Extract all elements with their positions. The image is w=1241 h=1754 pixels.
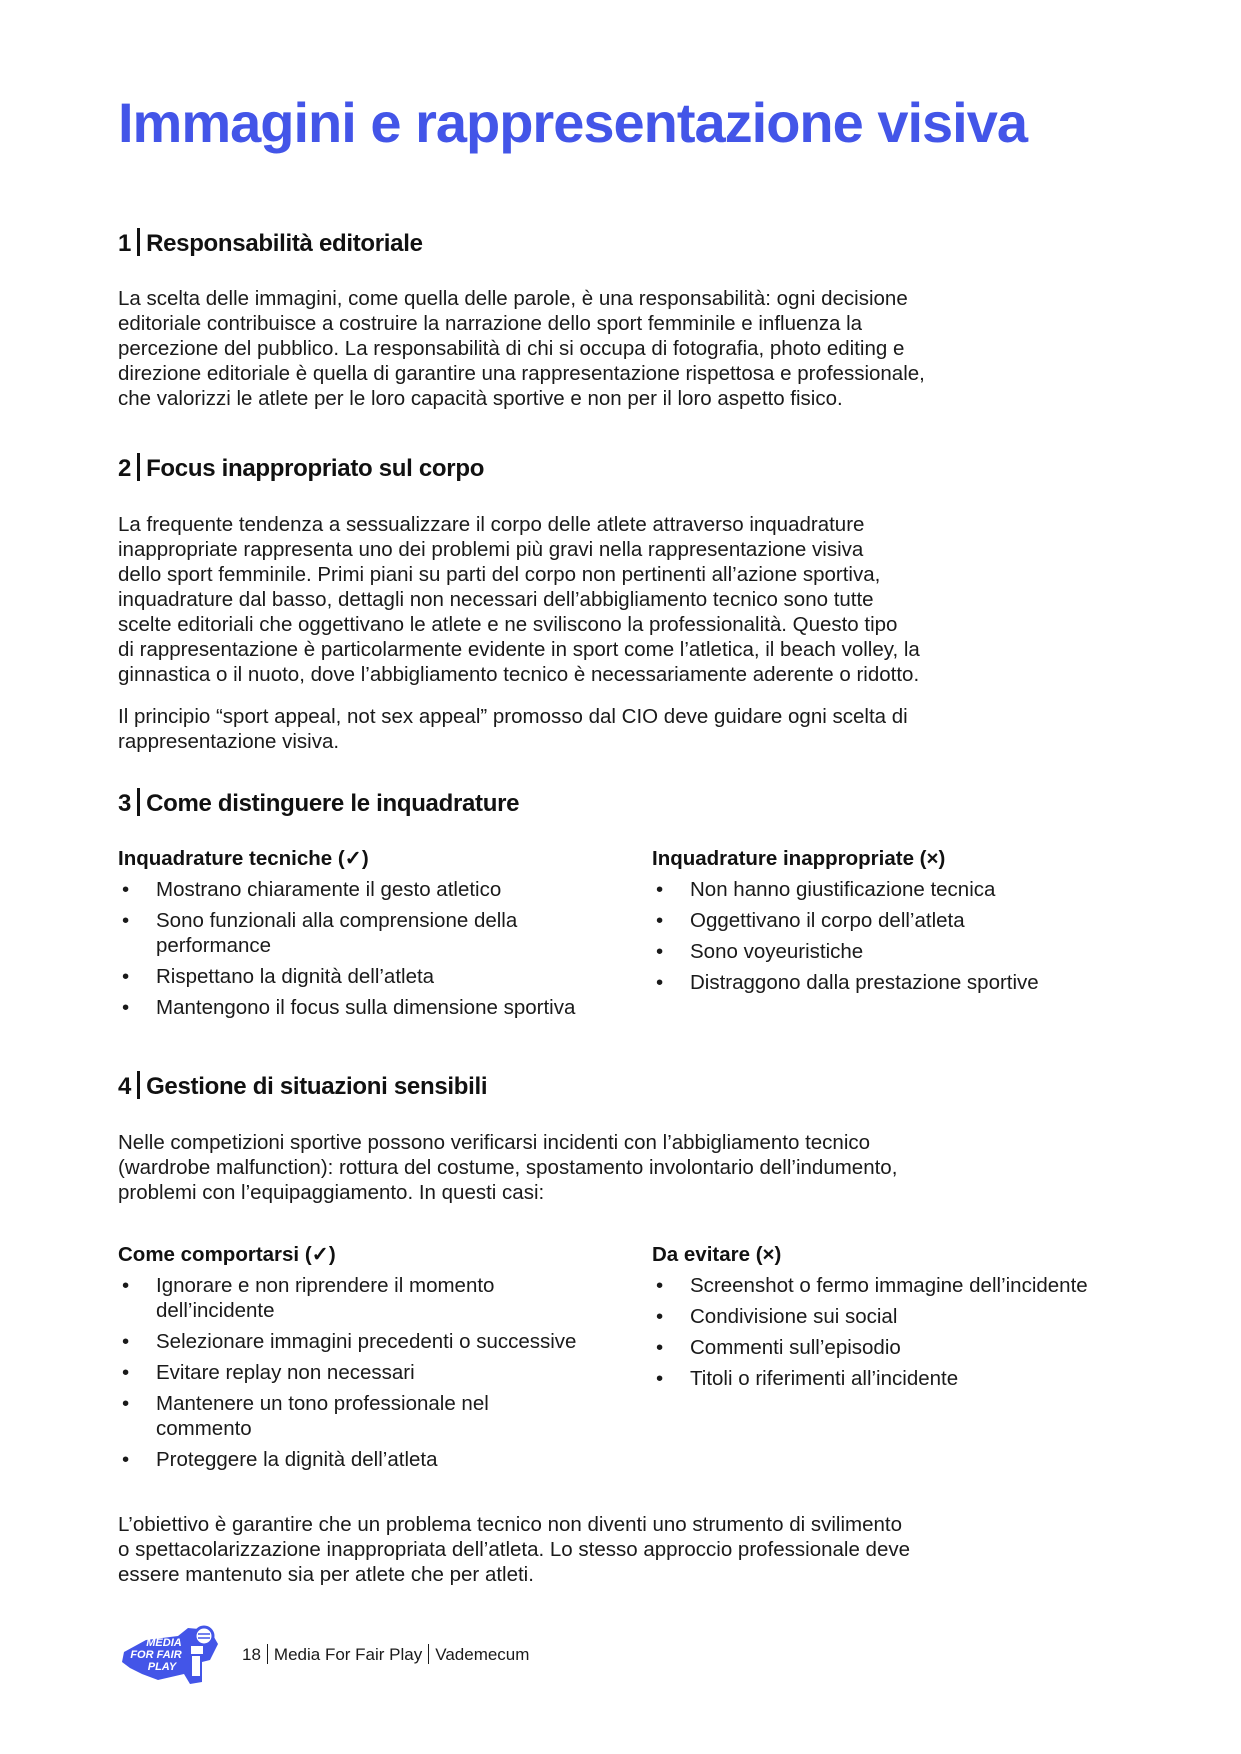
bullet-icon: • — [656, 971, 664, 994]
section-2-paragraph — [118, 512, 1018, 687]
inappropriate-shots-column — [652, 846, 1152, 1001]
section-1-paragraph — [118, 286, 1018, 411]
document-type: Vademecum — [435, 1645, 530, 1664]
section-title: Come distinguere le inquadrature — [146, 790, 520, 817]
text-line: Nelle competizioni sportive possono verificarsi incidenti con l’abbigliamento tecnico — [118, 1131, 871, 1154]
text-line: di rappresentazione è particolarmente evidente in sport come l’atletica, il beach volley, la — [118, 638, 920, 661]
item-text: Condivisione sui social — [690, 1305, 898, 1328]
item-text: Selezionare immagini precedenti o successive — [156, 1330, 577, 1353]
bullet-icon: • — [656, 909, 664, 932]
bullet-icon: • — [122, 1274, 130, 1297]
column-title: Da evitare (×) — [652, 1243, 782, 1266]
list-item — [652, 1304, 1172, 1329]
inappropriate-shots-list — [652, 877, 1152, 995]
bullet-icon: • — [122, 909, 130, 932]
text-line: scelte editoriali che oggettivano le atlete e ne sviliscono la professionalità. Questo tipo — [118, 613, 898, 636]
list-item — [118, 1273, 638, 1323]
list-item — [652, 970, 1152, 995]
to-avoid-column — [652, 1242, 1172, 1397]
bullet-icon: • — [656, 1336, 664, 1359]
item-text: Distraggono dalla prestazione sportive — [690, 971, 1039, 994]
section-title: Responsabilità editoriale — [146, 230, 423, 257]
text-line: inappropriate rappresenta uno dei problemi più gravi nella rappresentazione visiva — [118, 538, 864, 561]
section-title: Focus inappropriato sul corpo — [146, 455, 485, 482]
text-line: L’obiettivo è garantire che un problema tecnico non diventi uno strumento di svilimento — [118, 1513, 903, 1536]
item-text: Evitare replay non necessari — [156, 1361, 415, 1384]
section-4-closing-paragraph — [118, 1512, 1018, 1587]
list-item — [118, 1329, 638, 1354]
text-line: (wardrobe malfunction): rottura del costume, spostamento involontario dell’indumento, — [118, 1156, 898, 1179]
item-text: commento — [156, 1417, 252, 1440]
list-item — [118, 1391, 638, 1441]
list-item — [652, 1335, 1172, 1360]
heading-divider — [137, 788, 140, 816]
item-text: Oggettivano il corpo dell’atleta — [690, 909, 965, 932]
heading-divider — [137, 228, 140, 256]
media-for-fair-play-logo-icon — [118, 1622, 220, 1688]
bullet-icon: • — [122, 965, 130, 988]
bullet-icon: • — [122, 1392, 130, 1415]
list-item — [652, 1366, 1172, 1391]
text-line: rappresentazione visiva. — [118, 730, 340, 753]
item-text: Rispettano la dignità dell’atleta — [156, 965, 435, 988]
section-2-paragraph-2 — [118, 704, 1018, 754]
section-2-heading — [118, 453, 484, 484]
bullet-icon: • — [656, 1305, 664, 1328]
svg-text:PLAY: PLAY — [147, 1661, 177, 1673]
item-text: Screenshot o fermo immagine dell’incidente — [690, 1274, 1088, 1297]
item-text: Sono voyeuristiche — [690, 940, 864, 963]
text-line: La frequente tendenza a sessualizzare il corpo delle atlete attraverso inquadrature — [118, 513, 865, 536]
item-text: Commenti sull’episodio — [690, 1336, 901, 1359]
section-number: 4 — [118, 1073, 132, 1100]
to-avoid-list — [652, 1273, 1172, 1391]
bullet-icon: • — [656, 878, 664, 901]
page-number: 18 — [242, 1645, 261, 1664]
svg-text:FOR FAIR: FOR FAIR — [130, 1649, 182, 1661]
list-item — [118, 995, 638, 1020]
text-line: inquadrature dal basso, dettagli non necessari dell’abbigliamento tecnico sono tutte — [118, 588, 874, 611]
list-item — [118, 908, 638, 958]
how-to-behave-column — [118, 1242, 638, 1478]
column-title: Inquadrature tecniche (✓) — [118, 847, 369, 870]
text-line: direzione editoriale è quella di garantire una rappresentazione rispettosa e professionale, — [118, 362, 925, 385]
column-title: Inquadrature inappropriate (×) — [652, 847, 946, 870]
text-line: o spettacolarizzazione inappropriata dell’atleta. Lo stesso approccio professionale deve — [118, 1538, 911, 1561]
item-text: dell’incidente — [156, 1299, 275, 1322]
text-line: La scelta delle immagini, come quella delle parole, è una responsabilità: ogni decisione — [118, 287, 908, 310]
text-line: che valorizzi le atlete per le loro capacità sportive e non per il loro aspetto fisico. — [118, 387, 843, 410]
list-item — [652, 939, 1152, 964]
publication-name: Media For Fair Play — [273, 1645, 423, 1664]
bullet-icon: • — [122, 996, 130, 1019]
list-item — [652, 1273, 1172, 1298]
bullet-icon: • — [656, 940, 664, 963]
section-3-heading — [118, 788, 519, 819]
item-text: Proteggere la dignità dell’atleta — [156, 1448, 438, 1471]
text-line: ginnastica o il nuoto, dove l’abbigliamento tecnico è necessariamente aderente o ridotto. — [118, 663, 920, 686]
item-text: Mostrano chiaramente il gesto atletico — [156, 878, 502, 901]
bullet-icon: • — [656, 1274, 664, 1297]
text-line: editoriale contribuisce a costruire la narrazione dello sport femminile e influenza la — [118, 312, 863, 335]
page-title: Immagini e rappresentazione visiva — [118, 91, 1028, 154]
technical-shots-column — [118, 846, 638, 1026]
list-item — [118, 1360, 638, 1385]
item-text: Ignorare e non riprendere il momento — [156, 1274, 495, 1297]
list-item — [652, 908, 1152, 933]
item-text: Non hanno giustificazione tecnica — [690, 878, 996, 901]
heading-divider — [137, 1071, 140, 1099]
text-line: dello sport femminile. Primi piani su parti del corpo non pertinenti all’azione sportiva, — [118, 563, 881, 586]
bullet-icon: • — [122, 1330, 130, 1353]
list-item — [118, 964, 638, 989]
heading-divider — [137, 453, 140, 481]
section-number: 2 — [118, 455, 132, 482]
item-text: performance — [156, 934, 272, 957]
item-text: Sono funzionali alla comprensione della — [156, 909, 518, 932]
how-to-behave-list — [118, 1273, 638, 1472]
text-line: Il principio “sport appeal, not sex appeal” promosso dal CIO deve guidare ogni scelta di — [118, 705, 908, 728]
item-text: Mantenere un tono professionale nel — [156, 1392, 489, 1415]
section-4-heading — [118, 1071, 487, 1102]
page-footer — [118, 1622, 618, 1692]
text-line: essere mantenuto sia per atlete che per atleti. — [118, 1563, 534, 1586]
item-text: Mantengono il focus sulla dimensione sportiva — [156, 996, 576, 1019]
footer-divider — [428, 1644, 429, 1664]
bullet-icon: • — [122, 878, 130, 901]
bullet-icon: • — [122, 1448, 130, 1471]
list-item — [118, 1447, 638, 1472]
list-item — [118, 877, 638, 902]
section-number: 1 — [118, 230, 132, 257]
item-text: Titoli o riferimenti all’incidente — [690, 1367, 959, 1390]
list-item — [652, 877, 1152, 902]
technical-shots-list — [118, 877, 638, 1020]
footer-text — [242, 1644, 529, 1666]
svg-text:MEDIA: MEDIA — [146, 1637, 182, 1649]
section-title: Gestione di situazioni sensibili — [146, 1073, 488, 1100]
bullet-icon: • — [122, 1361, 130, 1384]
footer-divider — [267, 1644, 268, 1664]
section-4-paragraph — [118, 1130, 1018, 1205]
column-title: Come comportarsi (✓) — [118, 1243, 336, 1266]
text-line: percezione del pubblico. La responsabilità di chi si occupa di fotografia, photo editing e — [118, 337, 905, 360]
section-number: 3 — [118, 790, 132, 817]
section-1-heading — [118, 228, 423, 259]
text-line: problemi con l’equipaggiamento. In questi casi: — [118, 1181, 545, 1204]
bullet-icon: • — [656, 1367, 664, 1390]
